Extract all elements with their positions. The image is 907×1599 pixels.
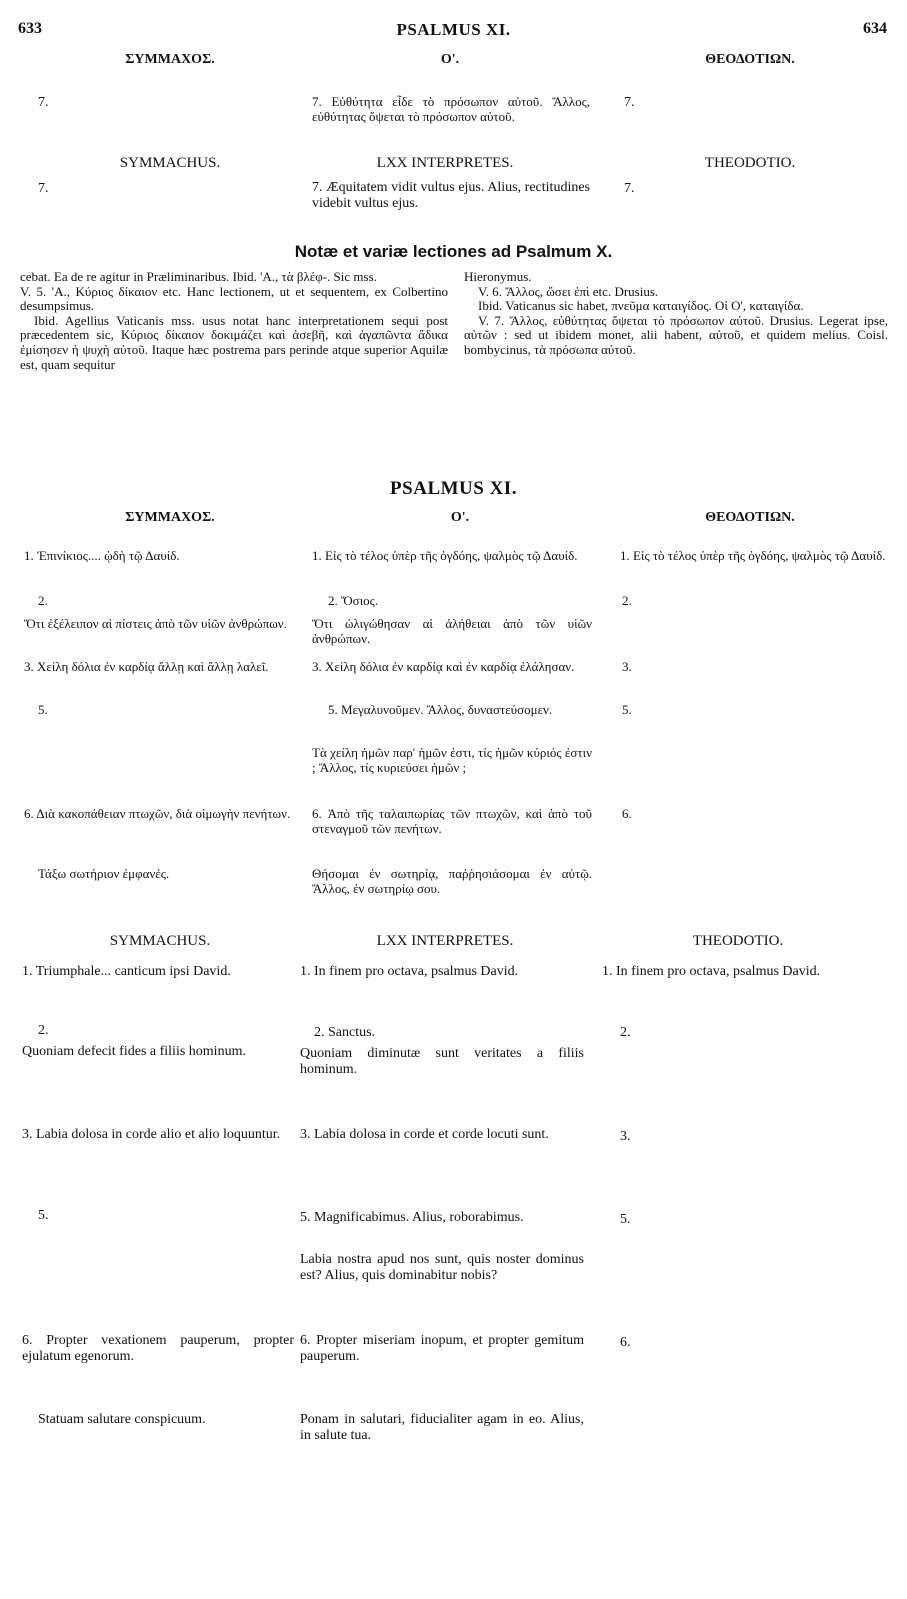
latin-lxx-verse-3: 3. Labia dolosa in corde et corde locuti sunt. <box>300 1127 549 1142</box>
top-greek-lxx-7: 7. Εὐθύτητα εἶδε τὸ πρόσωπον αὐτοῦ. Ἄλλος, εὐθύτητας ὄψεται τὸ πρόσωπον αὐτοῦ. <box>312 94 590 124</box>
greek-lxx-verse-5: 5. Μεγαλυνοῦμεν. Ἄλλος, δυναστεύσομεν. <box>328 702 553 717</box>
greek-head-theodotion: ΘΕΟΔΟΤΙΩΝ. <box>705 510 795 525</box>
note-paragraph: V. 5. 'Α., Κύριος δίκαιον etc. Hanc lectionem, ut et sequentem, ex Colbertino desumpsimus. <box>20 283 448 314</box>
notes-right-column <box>464 270 888 358</box>
latin-theodotio-verse-3: 3. <box>620 1129 631 1144</box>
top-greek-head-theodotion: ΘΕΟΔΟΤΙΩΝ. <box>705 52 795 67</box>
latin-symmachus-verse-6: 6. Propter vexationem pauperum, propter ejulatum egenorum. <box>22 1333 294 1364</box>
latin-symmachus-verse-1: 1. Triumphale... canticum ipsi David. <box>22 964 231 979</box>
top-latin-symmachus-7: 7. <box>38 181 49 196</box>
latin-lxx-verse-5b: Labia nostra apud nos sunt, quis noster dominus est? Alius, quis dominabitur nobis? <box>300 1252 584 1283</box>
latin-theodotio-verse-6: 6. <box>620 1335 631 1350</box>
greek-symmachus-verse-6b: Τάξω σωτήριον ἐμφανές. <box>38 866 170 881</box>
greek-lxx-verse-2: 2. Ὅσιος. <box>328 593 379 608</box>
latin-symmachus-verse-5: 5. <box>38 1208 49 1223</box>
psalm-title: PSALMUS XI. <box>390 478 517 499</box>
greek-lxx-verse-2b: Ὅτι ὠλιγώθησαν αἱ ἀλήθειαι ἀπὸ τῶν υἱῶν ἀνθρώπων. <box>312 616 592 646</box>
latin-head-symmachus: SYMMACHUS. <box>109 933 211 949</box>
top-latin-head-lxx: LXX INTERPRETES. <box>376 155 514 171</box>
greek-head-symmachus: ΣΥΜΜΑΧΟΣ. <box>125 510 215 525</box>
right-page-number: 634 <box>863 20 887 37</box>
latin-head-theodotio: THEODOTIO. <box>692 933 784 949</box>
notes-title: Notæ et variæ lectiones ad Psalmum X. <box>294 242 613 261</box>
latin-symmachus-verse-2: 2. <box>38 1023 49 1038</box>
note-paragraph: Ibid. Agellius Vaticanis mss. usus notat hanc interpretationem sequi post præcedentem sic, Κύριος δίκαιον δοκιμάζει καὶ ἀσεβῆ, καὶ ἀγαπῶντα ἄδικα ἐμίσησεν ἡ ψυχὴ αὐτοῦ. Itaque hæc postrema pars perinde atque superior Aquilæ est, quam sequitur <box>20 312 448 372</box>
greek-theodotion-verse-6: 6. <box>622 806 632 821</box>
latin-lxx-verse-2b: Quoniam diminutæ sunt veritates a filiis hominum. <box>300 1046 584 1077</box>
latin-theodotio-verse-1: 1. In finem pro octava, psalmus David. <box>602 964 821 979</box>
top-latin-lxx-7: 7. Æquitatem vidit vultus ejus. Alius, rectitudines videbit vultus ejus. <box>312 180 590 211</box>
latin-lxx-verse-5: 5. Magnificabimus. Alius, roborabimus. <box>300 1210 524 1225</box>
top-latin-theodotio-7: 7. <box>624 181 635 196</box>
greek-lxx-verse-1: 1. Εἰς τὸ τέλος ὑπὲρ τῆς ὀγδόης, ψαλμὸς τῷ Δαυίδ. <box>312 548 578 563</box>
note-paragraph: V. 6. Ἄλλος, ὥσει ἐπὶ etc. Drusius. <box>478 283 659 299</box>
top-greek-head-symmachus: ΣΥΜΜΑΧΟΣ. <box>125 52 215 67</box>
latin-symmachus-verse-6b: Statuam salutare conspicuum. <box>38 1412 206 1427</box>
greek-lxx-verse-6: 6. Ἀπὸ τῆς ταλαιπωρίας τῶν πτωχῶν, καὶ ἀπὸ τοῦ στεναγμοῦ τῶν πενήτων. <box>312 806 592 836</box>
greek-theodotion-verse-3: 3. <box>622 659 632 674</box>
latin-theodotio-verse-2: 2. <box>620 1025 631 1040</box>
note-paragraph: V. 7. Ἄλλος, εὐθύτητας ὄψεται τὸ πρόσωπον αὐτοῦ. Drusius. Legerat ipse, αὐτῶν : sed ut ibidem monet, alii habent, αὐτοῦ, et quidem melius. Coisl. bombycinus, τὰ πρόσωπα αὐτοῦ. <box>464 312 888 357</box>
greek-symmachus-verse-2b: Ὅτι ἐξέλειπον αἱ πίστεις ἀπὸ τῶν υἱῶν ἀνθρώπων. <box>24 616 287 631</box>
greek-theodotion-verse-2: 2. <box>622 593 632 608</box>
greek-symmachus-verse-5: 5. <box>38 702 48 717</box>
greek-symmachus-verse-1: 1. Ἐπινίκιος.... ᾠδὴ τῷ Δαυίδ. <box>24 548 180 563</box>
latin-lxx-verse-6b: Ponam in salutari, fiducialiter agam in eo. Alius, in salute tua. <box>300 1412 584 1443</box>
greek-symmachus-verse-2: 2. <box>38 593 48 608</box>
top-greek-head-lxx: Ο'. <box>440 52 460 67</box>
latin-theodotio-verse-5: 5. <box>620 1212 631 1227</box>
latin-symmachus-verse-3: 3. Labia dolosa in corde alio et alio loquuntur. <box>22 1127 281 1142</box>
greek-lxx-verse-6b: Θήσομαι ἐν σωτηρίᾳ, παῤῥησιάσομαι ἐν αὐτῷ. Ἄλλος, ἐν σωτηρίῳ σου. <box>312 866 592 896</box>
greek-theodotion-verse-1: 1. Εἰς τὸ τέλος ὑπὲρ τῆς ὀγδόης, ψαλμὸς τῷ Δαυίδ. <box>620 548 886 563</box>
note-paragraph: Hieronymus. <box>464 269 532 284</box>
latin-lxx-verse-1: 1. In finem pro octava, psalmus David. <box>300 964 519 979</box>
top-latin-head-symmachus: SYMMACHUS. <box>119 155 221 171</box>
left-page-number: 633 <box>18 20 42 37</box>
greek-lxx-verse-3: 3. Χείλη δόλια ἐν καρδίᾳ καὶ ἐν καρδίᾳ ἐλάλησαν. <box>312 659 575 674</box>
greek-symmachus-verse-6: 6. Διὰ κακοπάθειαν πτωχῶν, διὰ οἰμωγὴν πενήτων. <box>24 806 291 821</box>
notes-left-column <box>20 270 448 372</box>
greek-theodotion-verse-5: 5. <box>622 702 632 717</box>
note-paragraph: cebat. Ea de re agitur in Præliminaribus. Ibid. 'Α., τὰ βλέφ-. Sic mss. <box>20 269 377 284</box>
greek-lxx-verse-5b: Τὰ χείλη ἡμῶν παρ' ἡμῶν ἐστι, τίς ἡμῶν κύριός ἐστιν ; Ἄλλος, τίς κυριεύσει ἡμῶν ; <box>312 745 592 775</box>
top-latin-head-theodotio: THEODOTIO. <box>704 155 796 171</box>
latin-symmachus-verse-2b: Quoniam defecit fides a filiis hominum. <box>22 1044 246 1059</box>
note-paragraph: Ibid. Vaticanus sic habet, πνεῦμα καταιγίδος. Οἱ Ο', καταιγίδα. <box>478 298 804 314</box>
latin-lxx-verse-2: 2. Sanctus. <box>314 1025 376 1040</box>
top-greek-theodotion-7: 7. <box>624 95 635 110</box>
running-head: PSALMUS XI. <box>396 20 511 39</box>
latin-lxx-verse-6: 6. Propter miseriam inopum, et propter gemitum pauperum. <box>300 1333 584 1364</box>
greek-symmachus-verse-3: 3. Χείλη δόλια ἐν καρδίᾳ ἄλλῃ καὶ ἄλλῃ λαλεῖ. <box>24 659 269 674</box>
top-greek-symmachus-7: 7. <box>38 95 49 110</box>
greek-head-lxx: Ο'. <box>450 510 470 525</box>
latin-head-lxx: LXX INTERPRETES. <box>376 933 514 949</box>
